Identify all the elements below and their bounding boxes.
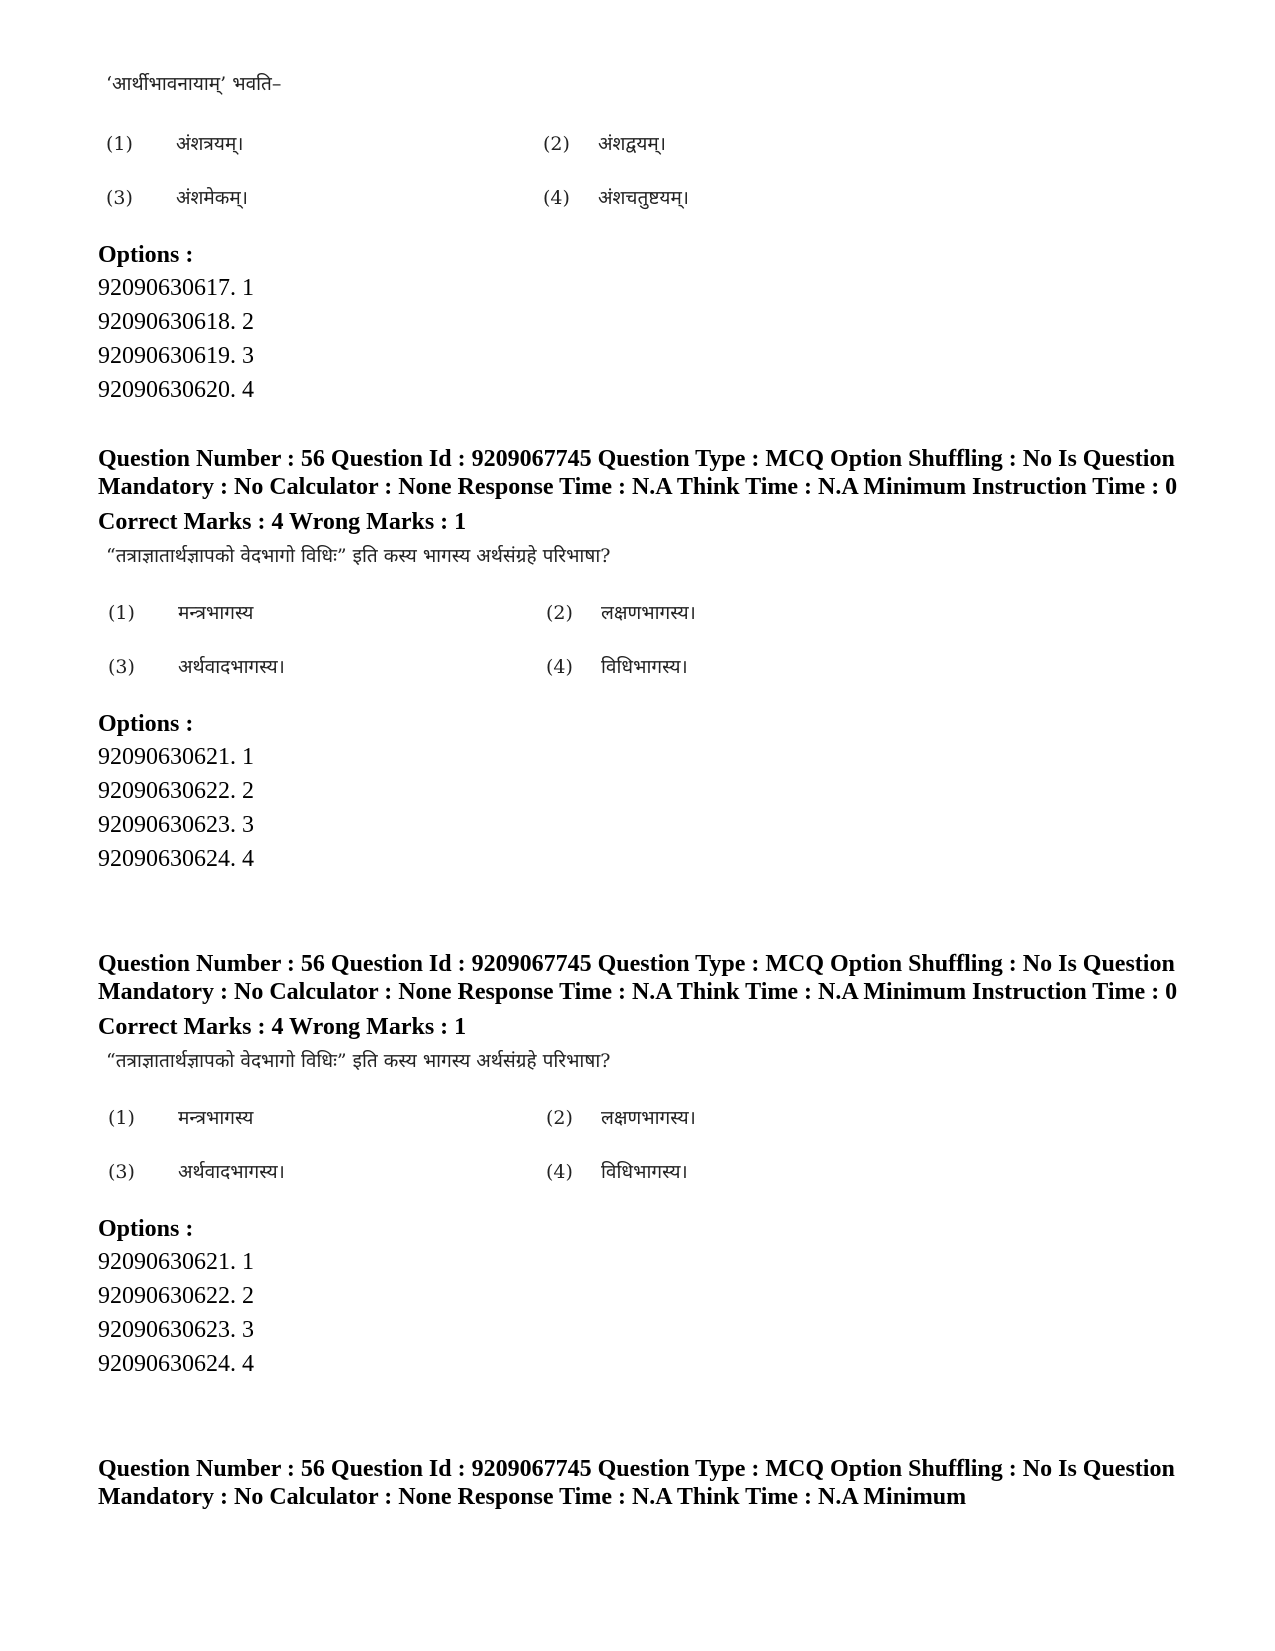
option-line: 92090630623. 3 <box>98 1317 254 1343</box>
question-stem: “तत्राज्ञातार्थज्ञापको वेदभागो विधिः” इति कस्य भागस्य अर्थसंग्रहे परिभाषा? <box>106 1050 611 1072</box>
choice-number: (1) <box>108 1107 135 1129</box>
options-title: Options : <box>98 242 194 268</box>
choice-number: (2) <box>546 602 573 624</box>
choice-4 <box>543 184 689 210</box>
option-line: 92090630624. 4 <box>98 1351 254 1377</box>
choice-1 <box>108 599 253 625</box>
choice-text: अंशचतुष्टयम्। <box>598 187 690 209</box>
question-block-2 <box>98 445 1178 876</box>
choice-number: (4) <box>546 1161 573 1183</box>
choice-text: लक्षणभागस्य। <box>601 602 696 624</box>
question-block-3 <box>98 950 1178 1381</box>
choice-text: अर्थवादभागस्य। <box>178 1161 285 1183</box>
question-image <box>98 542 1178 717</box>
marks-line: Correct Marks : 4 Wrong Marks : 1 <box>98 1014 467 1040</box>
question-metadata: Question Number : 56 Question Id : 9209067745 Question Type : MCQ Option Shuffling : No Is Question Mandatory : No Calculator : None Response Time : N.A Think Time : N.A Minimum <box>98 1456 1175 1510</box>
choice-number: (3) <box>108 1161 135 1183</box>
choice-text: अंशमेकम्। <box>176 187 248 209</box>
choice-text: विधिभागस्य। <box>601 656 688 678</box>
choice-2 <box>546 1104 696 1130</box>
choice-number: (3) <box>106 187 133 209</box>
choice-text: विधिभागस्य। <box>601 1161 688 1183</box>
choice-text: अंशद्वयम्। <box>598 133 666 155</box>
options-title: Options : <box>98 1216 194 1242</box>
question-image <box>98 70 1178 245</box>
choice-4 <box>546 1158 688 1184</box>
option-line: 92090630623. 3 <box>98 812 254 838</box>
question-metadata: Question Number : 56 Question Id : 9209067745 Question Type : MCQ Option Shuffling : No Is Question Mandatory : No Calculator : None Response Time : N.A Think Time : N.A Minimum Instruction Time : 0 <box>98 446 1178 500</box>
question-metadata: Question Number : 56 Question Id : 9209067745 Question Type : MCQ Option Shuffling : No Is Question Mandatory : No Calculator : None Response Time : N.A Think Time : N.A Minimum Instruction Time : 0 <box>98 951 1178 1005</box>
option-line: 92090630620. 4 <box>98 377 254 403</box>
option-line: 92090630624. 4 <box>98 846 254 872</box>
option-line: 92090630618. 2 <box>98 309 254 335</box>
option-line: 92090630619. 3 <box>98 343 254 369</box>
choice-number: (3) <box>108 656 135 678</box>
option-line: 92090630622. 2 <box>98 1283 254 1309</box>
options-title: Options : <box>98 711 194 737</box>
choice-number: (2) <box>543 133 570 155</box>
option-line: 92090630621. 1 <box>98 1249 254 1275</box>
choice-text: लक्षणभागस्य। <box>601 1107 696 1129</box>
choice-1 <box>106 130 244 156</box>
option-line: 92090630622. 2 <box>98 778 254 804</box>
choice-2 <box>546 599 696 625</box>
question-block-4 <box>98 1455 1178 1511</box>
question-block-1 <box>98 70 1178 407</box>
marks-line: Correct Marks : 4 Wrong Marks : 1 <box>98 509 467 535</box>
choice-number: (2) <box>546 1107 573 1129</box>
choice-number: (1) <box>106 133 133 155</box>
choice-text: मन्त्रभागस्य <box>178 1107 254 1129</box>
choice-3 <box>106 184 248 210</box>
choice-text: अंशत्रयम्। <box>176 133 244 155</box>
choice-text: मन्त्रभागस्य <box>178 602 254 624</box>
choice-2 <box>543 130 666 156</box>
option-line: 92090630617. 1 <box>98 275 254 301</box>
choice-number: (1) <box>108 602 135 624</box>
choice-number: (4) <box>546 656 573 678</box>
question-stem: “तत्राज्ञातार्थज्ञापको वेदभागो विधिः” इति कस्य भागस्य अर्थसंग्रहे परिभाषा? <box>106 545 611 567</box>
question-image <box>98 1047 1178 1222</box>
choice-3 <box>108 653 285 679</box>
choice-3 <box>108 1158 285 1184</box>
choice-text: अर्थवादभागस्य। <box>178 656 285 678</box>
choice-4 <box>546 653 688 679</box>
choice-number: (4) <box>543 187 570 209</box>
question-stem: ‘आर्थीभावनायाम्’ भवति– <box>106 73 282 95</box>
option-line: 92090630621. 1 <box>98 744 254 770</box>
choice-1 <box>108 1104 253 1130</box>
